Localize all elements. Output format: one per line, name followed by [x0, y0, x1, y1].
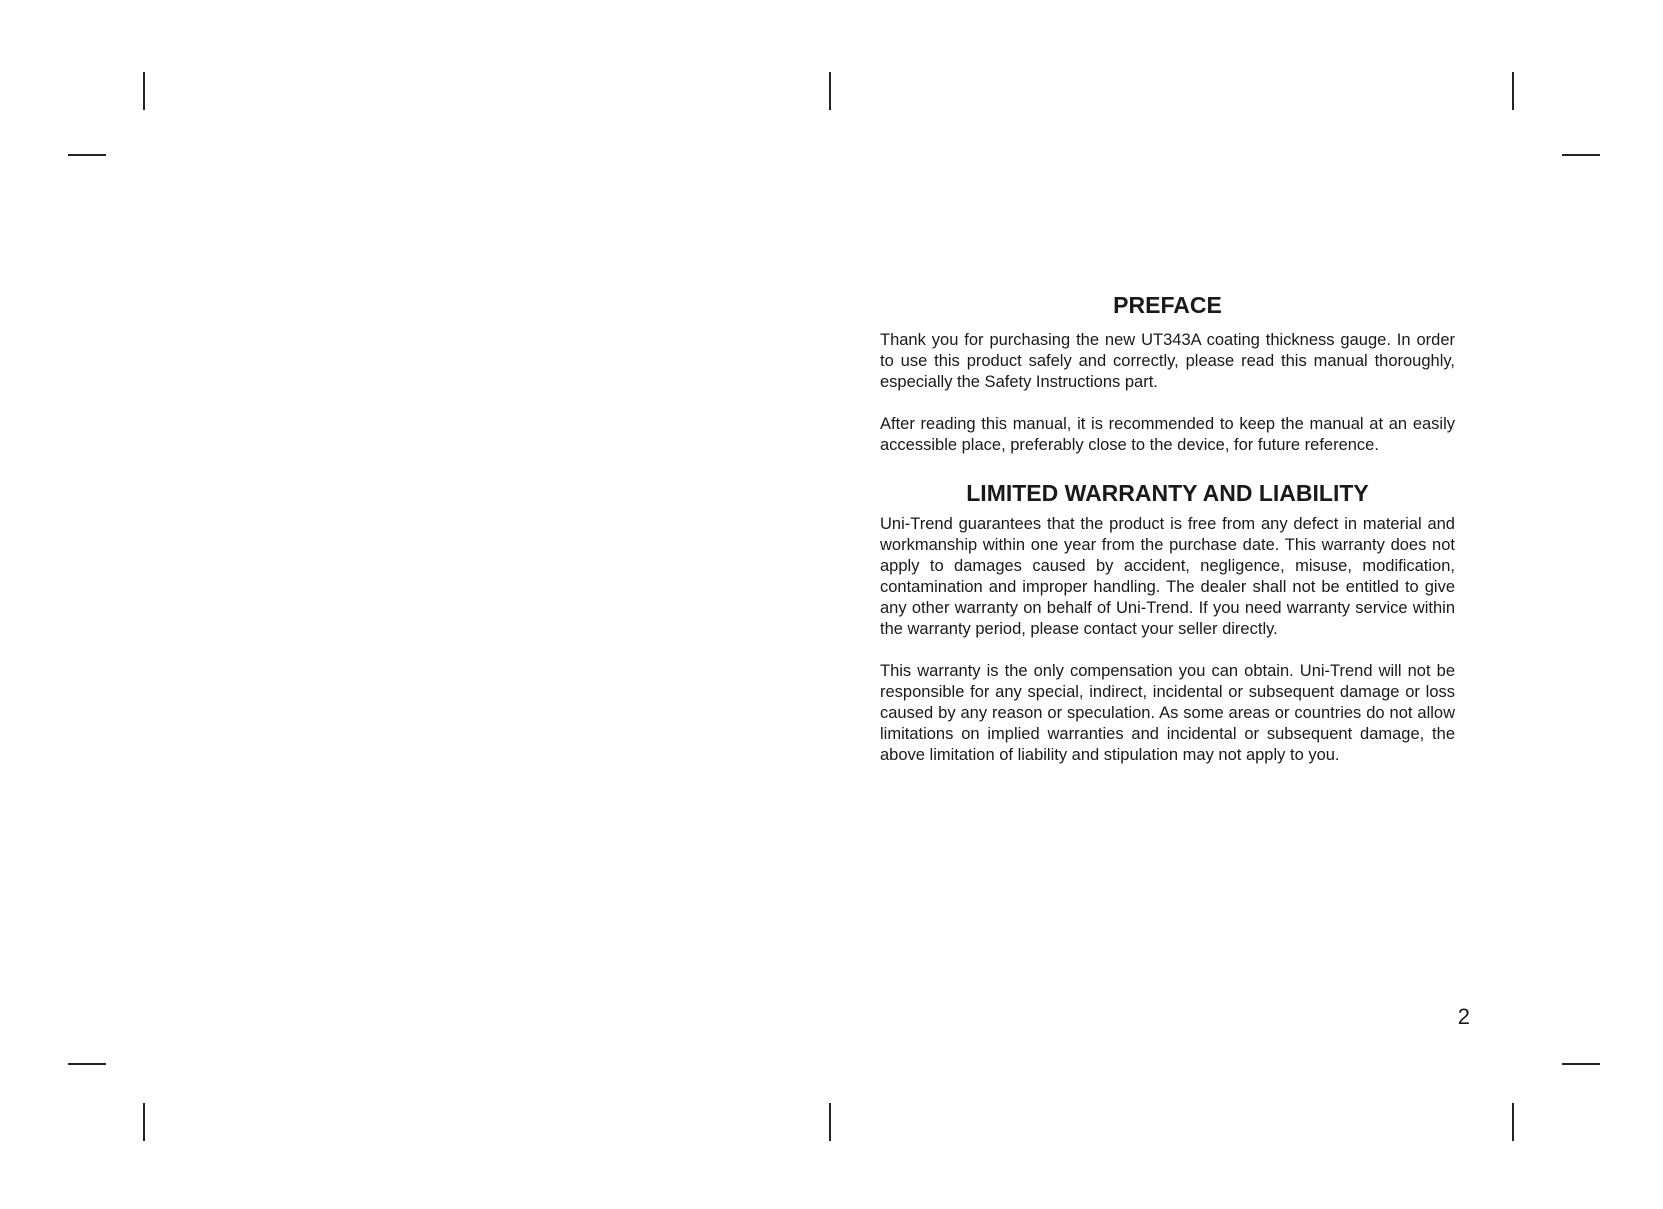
warranty-title: LIMITED WARRANTY AND LIABILITY — [966, 480, 1369, 506]
crop-mark-bottom-center — [829, 1103, 831, 1141]
warranty-paragraph-2: This warranty is the only compensation you can obtain. Uni-Trend will not be responsible for any special, indirect, incidental or subsequent damage or loss caused by any reason or speculation. As some areas or countries do not allow limitations on implied warranties and incidental or subsequent damage, the above limitation of liability and stipulation may not apply to you. — [880, 662, 1455, 764]
warranty-paragraph-1: Uni-Trend guarantees that the product is free from any defect in material and workmanship within one year from the purchase date. This warranty does not apply to damages caused by accident, negligence, misuse, modification, contamination and improper handling. The dealer shall not be entitled to give any other warranty on behalf of Uni-Trend. If you need warranty service within the warranty period, please contact your seller directly. — [880, 515, 1455, 638]
crop-mark-right-upper — [1562, 154, 1600, 156]
crop-mark-right-lower — [1562, 1063, 1600, 1065]
crop-mark-top-center — [829, 72, 831, 110]
crop-mark-left-upper — [68, 154, 106, 156]
crop-mark-bottom-right — [1512, 1103, 1514, 1141]
preface-title: PREFACE — [1113, 292, 1222, 318]
crop-mark-left-lower — [68, 1063, 106, 1065]
manual-page — [880, 290, 1455, 766]
crop-mark-bottom-left — [143, 1103, 145, 1141]
crop-mark-top-right — [1512, 72, 1514, 110]
page-number: 2 — [1457, 1004, 1470, 1029]
preface-paragraph-1: Thank you for purchasing the new UT343A coating thickness gauge. In order to use this product safely and correctly, please read this manual thoroughly, especially the Safety Instructions part. — [880, 331, 1455, 391]
preface-paragraph-2: After reading this manual, it is recommended to keep the manual at an easily accessible place, preferably close to the device, for future reference. — [880, 415, 1455, 454]
crop-mark-top-left — [143, 72, 145, 110]
